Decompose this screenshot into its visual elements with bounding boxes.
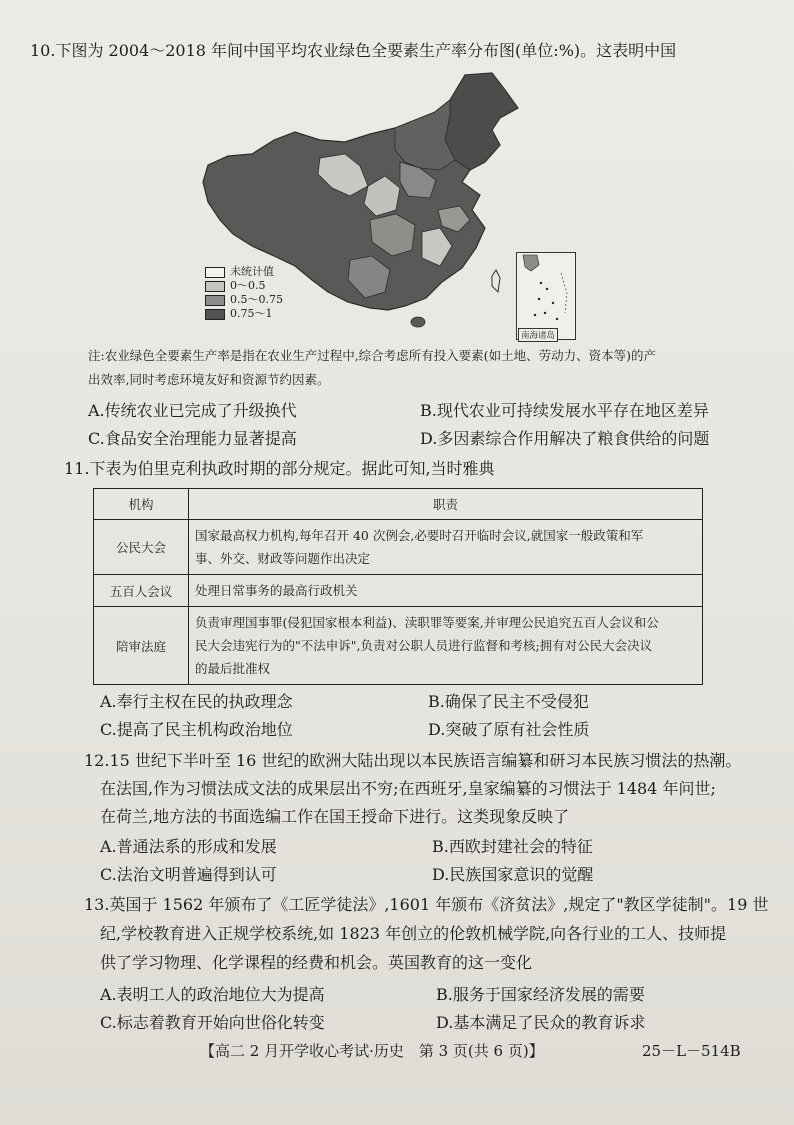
duty-line: 民大会违宪行为的"不法申诉",负责对公职人员进行监督和考核;拥有对公民大会决议 [195,638,653,653]
table-cell-duty [189,575,703,607]
legend-label: 0～0.5 [230,279,266,292]
page-footer-title: 【高二 2 月开学收心考试·历史 第 3 页(共 6 页)】 [200,1042,544,1060]
table-header-org: 机构 [94,489,189,520]
map-legend [205,265,283,321]
q13-option-c[interactable]: C.标志着教育开始向世俗化转变 [100,1013,325,1032]
duty-line: 负责审理国事罪(侵犯国家根本利益)、渎职罪等要案,并审理公民追究五百人会议和公 [195,615,659,630]
q11-option-b[interactable]: B.确保了民主不受侵犯 [428,692,589,711]
inset-label: 南海诸岛 [518,328,558,342]
duty-line: 的最后批准权 [195,661,271,676]
table-cell-duty [189,520,703,575]
q12-option-b[interactable]: B.西欧封建社会的特征 [432,837,593,856]
duty-line: 处理日常事务的最高行政机关 [195,583,358,598]
q10-option-a[interactable]: A.传统农业已完成了升级换代 [88,401,297,420]
legend-swatch [205,309,225,320]
legend-item [205,279,283,293]
q10-stem: 10.下图为 2004～2018 年间中国平均农业绿色全要素生产率分布图(单位:%)。这表明中国 [30,41,677,60]
q13-option-d[interactable]: D.基本满足了民众的教育诉求 [436,1013,646,1032]
legend-label: 0.5～0.75 [230,293,283,306]
q10-option-b[interactable]: B.现代农业可持续发展水平存在地区差异 [420,401,709,420]
table-cell-org: 五百人会议 [94,575,189,607]
q12-option-a[interactable]: A.普通法系的形成和发展 [100,837,277,856]
legend-item [205,265,283,279]
south-sea-inset-graphic [517,253,575,339]
q11-option-a[interactable]: A.奉行主权在民的执政理念 [100,692,293,711]
q11-table [93,488,703,685]
duty-line: 国家最高权力机构,每年召开 40 次例会,必要时召开临时会议,就国家一般政策和军 [195,528,644,543]
q12-line2: 在法国,作为习惯法成文法的成果层出不穷;在西班牙,皇家编纂的习惯法于 1484 年问世; [100,779,716,798]
q11-stem: 11.下表为伯里克利执政时期的部分规定。据此可知,当时雅典 [64,459,495,478]
legend-label: 0.75～1 [230,307,273,320]
legend-swatch [205,281,225,292]
q13-option-b[interactable]: B.服务于国家经济发展的需要 [436,985,645,1004]
q13-line3: 供了学习物理、化学课程的经费和机会。英国教育的这一变化 [100,953,533,972]
table-header-row [94,489,703,520]
table-row [94,575,703,607]
page-footer-code: 25－L－514B [642,1042,741,1060]
q10-note-line1: 注:农业绿色全要素生产率是指在农业生产过程中,综合考虑所有投入要素(如土地、劳动力、资本等)的产 [88,348,656,363]
q10-option-d[interactable]: D.多因素综合作用解决了粮食供给的问题 [420,429,710,448]
q11-option-c[interactable]: C.提高了民主机构政治地位 [100,720,293,739]
q10-option-c[interactable]: C.食品安全治理能力显著提高 [88,429,297,448]
south-sea-inset [516,252,576,340]
q12-option-d[interactable]: D.民族国家意识的觉醒 [432,865,594,884]
legend-item [205,293,283,307]
duty-line: 事、外交、财政等问题作出决定 [195,551,371,566]
legend-swatch [205,267,225,278]
table-header-duty: 职责 [189,489,703,520]
table-row [94,520,703,575]
legend-item [205,307,283,321]
table-cell-duty [189,607,703,685]
q12-line1: 12.15 世纪下半叶至 16 世纪的欧洲大陆出现以本民族语言编纂和研习本民族习惯法的热潮。 [84,751,742,770]
q13-option-a[interactable]: A.表明工人的政治地位大为提高 [100,985,325,1004]
q12-option-c[interactable]: C.法治文明普遍得到认可 [100,865,277,884]
q13-line2: 纪,学校教育进入正规学校系统,如 1823 年创立的伦敦机械学院,向各行业的工人、技师提 [100,924,727,943]
table-cell-org: 公民大会 [94,520,189,575]
q11-option-d[interactable]: D.突破了原有社会性质 [428,720,590,739]
legend-label: 未统计值 [230,265,274,278]
q10-note-line2: 出效率,同时考虑环境友好和资源节约因素。 [88,372,330,387]
table-row [94,607,703,685]
legend-swatch [205,295,225,306]
q12-line3: 在荷兰,地方法的书面选编工作在国王授命下进行。这类现象反映了 [100,807,570,826]
q13-line1: 13.英国于 1562 年颁布了《工匠学徒法》,1601 年颁布《济贫法》,规定了"教区学徒制"。19 世 [84,895,769,914]
table-cell-org: 陪审法庭 [94,607,189,685]
